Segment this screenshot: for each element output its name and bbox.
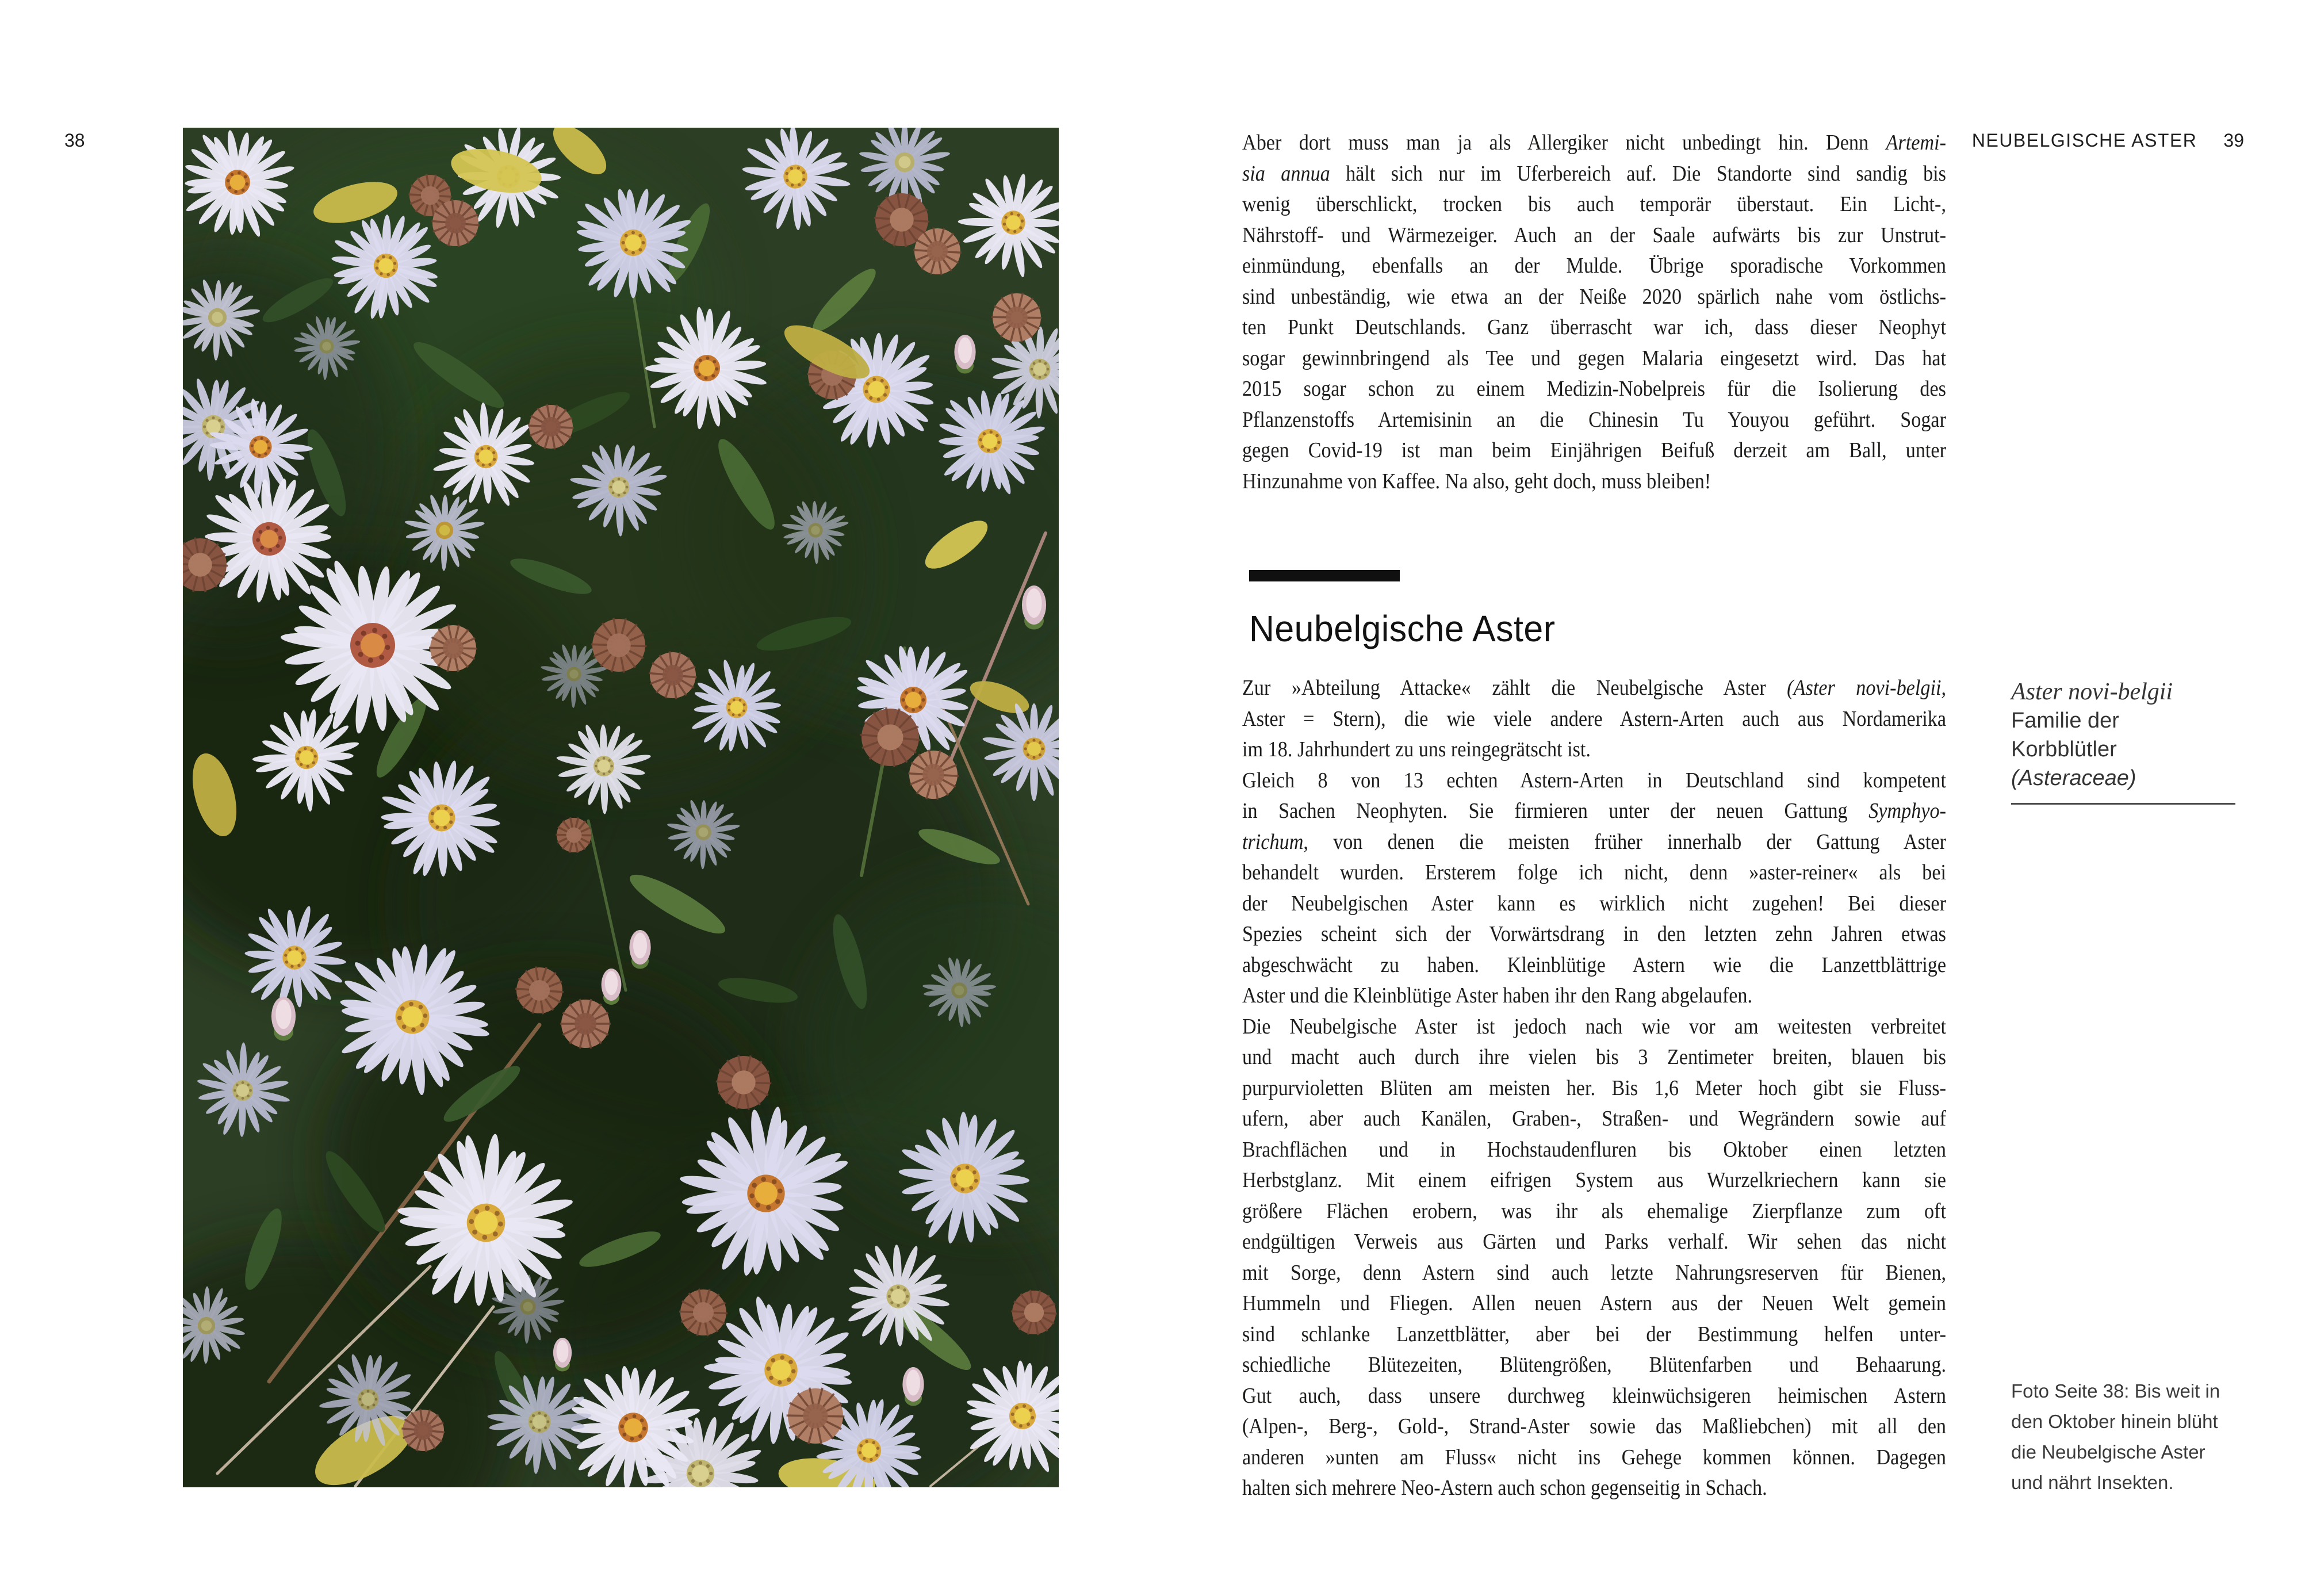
text-line: Nährstoff- und Wärmezeiger. Auch an der Saale aufwärts bis zur Unstrut- bbox=[1242, 223, 1946, 247]
text-line: sind unbeständig, wie etwa an der Neiße 2020 spärlich nahe vom östlichs- bbox=[1242, 284, 1946, 309]
text-line: sind schlanke Lanzettblätter, aber bei der Bestimmung helfen unter- bbox=[1242, 1322, 1946, 1346]
species-sidebar bbox=[2011, 678, 2258, 805]
text-line: behandelt wurden. Ersterem folge ich nicht, denn »aster-reiner« als bei bbox=[1242, 860, 1946, 885]
text-line: Pflanzenstoffs Artemisinin an die Chinesin Tu Youyou geführt. Sogar bbox=[1242, 407, 1946, 432]
text-line: purpurvioletten Blüten am meisten her. Bis 1,6 Meter hoch gibt sie Fluss- bbox=[1242, 1076, 1946, 1100]
text-line: Aster und die Kleinblütige Aster haben ihr den Rang abgelaufen. bbox=[1242, 983, 1753, 1008]
left-page-number: 38 bbox=[64, 130, 85, 151]
text-line: wenig überschlickt, trocken bis auch temporär überstaut. Ein Licht-, bbox=[1242, 192, 1946, 216]
text-line: die Neubelgische Aster bbox=[2011, 1441, 2205, 1463]
text-line: schiedliche Blütezeiten, Blütengrößen, Blütenfarben und Behaarung. bbox=[1242, 1353, 1946, 1377]
running-header-title: NEUBELGISCHE ASTER bbox=[1971, 130, 2197, 151]
text-line: 2015 sogar schon zu einem Medizin-Nobelpreis für die Isolierung des bbox=[1242, 377, 1946, 401]
family-line-2: Korbblütler bbox=[2011, 737, 2117, 761]
text-line: mit Sorge, denn Astern sind auch letzte Nahrungsreserven für Bienen, bbox=[1242, 1260, 1946, 1285]
text-line: gegen Covid-19 ist man beim Einjährigen Beifuß derzeit am Ball, unter bbox=[1242, 438, 1946, 462]
text-line: Die Neubelgische Aster ist jedoch nach wie vor am weitesten verbreitet bbox=[1242, 1014, 1946, 1039]
section-marker-bar bbox=[1249, 570, 1400, 581]
sidebar-rule bbox=[2011, 803, 2235, 805]
text-line: endgültigen Verweis aus Gärten und Parks verhalf. Wir sehen das nicht bbox=[1242, 1230, 1946, 1254]
text-line: ten Punkt Deutschlands. Ganz überrascht war ich, dass dieser Neophyt bbox=[1242, 315, 1946, 339]
text-line: Herbstglanz. Mit einem eifrigen System aus Wurzelkriechern kann sie bbox=[1242, 1168, 1946, 1192]
right-page-number: 39 bbox=[2223, 130, 2244, 151]
text-line: (Alpen-, Berg-, Gold-, Strand-Aster sowie das Maßliebchen) mit all den bbox=[1242, 1414, 1946, 1438]
text-line: Aber dort muss man ja als Allergiker nicht unbedingt hin. Denn Artemi- bbox=[1242, 131, 1946, 155]
text-line: Zur »Abteilung Attacke« zählt die Neubelgische Aster (Aster novi-belgii, bbox=[1242, 676, 1947, 700]
aster-photo-illustration bbox=[183, 128, 1059, 1487]
text-line: den Oktober hinein blüht bbox=[2011, 1411, 2218, 1432]
text-line: in Sachen Neophyten. Sie firmieren unter der neuen Gattung Symphyo- bbox=[1242, 799, 1946, 823]
text-line: Brachflächen und in Hochstaudenfluren bis Oktober einen letzten bbox=[1242, 1137, 1946, 1162]
text-line: sia annua hält sich nur im Uferbereich auf. Die Standorte sind sandig bis bbox=[1242, 161, 1946, 186]
section-heading: Neubelgische Aster bbox=[1249, 608, 1556, 649]
text-line: einmündung, ebenfalls an der Mulde. Übrige sporadische Vorkommen bbox=[1242, 254, 1946, 278]
intro-paragraph bbox=[1242, 128, 1946, 497]
text-line: im 18. Jahrhundert zu uns reingegrätscht ist. bbox=[1242, 737, 1591, 761]
text-line: trichum, von denen die meisten früher innerhalb der Gattung Aster bbox=[1242, 829, 1946, 854]
text-line: und nährt Insekten. bbox=[2011, 1472, 2174, 1493]
text-line: Foto Seite 38: Bis weit in bbox=[2011, 1380, 2220, 1402]
text-line: größere Flächen erobern, was ihr als ehemalige Zierpflanze zum oft bbox=[1242, 1199, 1946, 1223]
text-line: abgeschwächt zu haben. Kleinblütige Astern wie die Lanzettblättrige bbox=[1242, 952, 1946, 977]
family-latin: (Asteraceae) bbox=[2011, 766, 2136, 790]
photo-caption bbox=[2011, 1376, 2299, 1498]
text-line: Spezies scheint sich der Vorwärtsdrang in den letzten zehn Jahren etwas bbox=[1242, 922, 1946, 946]
text-line: anderen »unten am Fluss« nicht ins Gehege kommen können. Dagegen bbox=[1242, 1445, 1946, 1469]
running-header bbox=[1972, 130, 2244, 151]
text-line: Aster = Stern), die wie viele andere Astern-Arten auch aus Nordamerika bbox=[1242, 706, 1946, 731]
text-line: der Neubelgischen Aster kann es wirklich nicht zugehen! Bei dieser bbox=[1242, 891, 1946, 916]
text-line: halten sich mehrere Neo-Astern auch schon gegenseitig in Schach. bbox=[1242, 1476, 1767, 1500]
text-line: Gleich 8 von 13 echten Astern-Arten in Deutschland sind kompetent bbox=[1242, 768, 1946, 793]
text-line: Gut auch, dass unsere durchweg kleinwüchsigeren heimischen Astern bbox=[1242, 1383, 1946, 1408]
text-line: Hinzunahme von Kaffee. Na also, geht doch, muss bleiben! bbox=[1242, 469, 1711, 493]
species-name: Aster novi-belgii bbox=[2011, 679, 2173, 705]
body-paragraph bbox=[1242, 673, 1946, 1504]
text-line: ufern, aber auch Kanälen, Graben-, Straßen- und Wegrändern sowie auf bbox=[1242, 1107, 1946, 1131]
text-line: sogar gewinnbringend als Tee und gegen Malaria eingesetzt wird. Das hat bbox=[1242, 346, 1946, 370]
text-line: Hummeln und Fliegen. Allen neuen Astern aus der Neuen Welt gemein bbox=[1242, 1291, 1946, 1315]
aster-photo bbox=[183, 128, 1059, 1487]
text-line: und macht auch durch ihre vielen bis 3 Zentimeter breiten, blauen bis bbox=[1242, 1045, 1946, 1069]
family-line-1: Familie der bbox=[2011, 709, 2119, 733]
